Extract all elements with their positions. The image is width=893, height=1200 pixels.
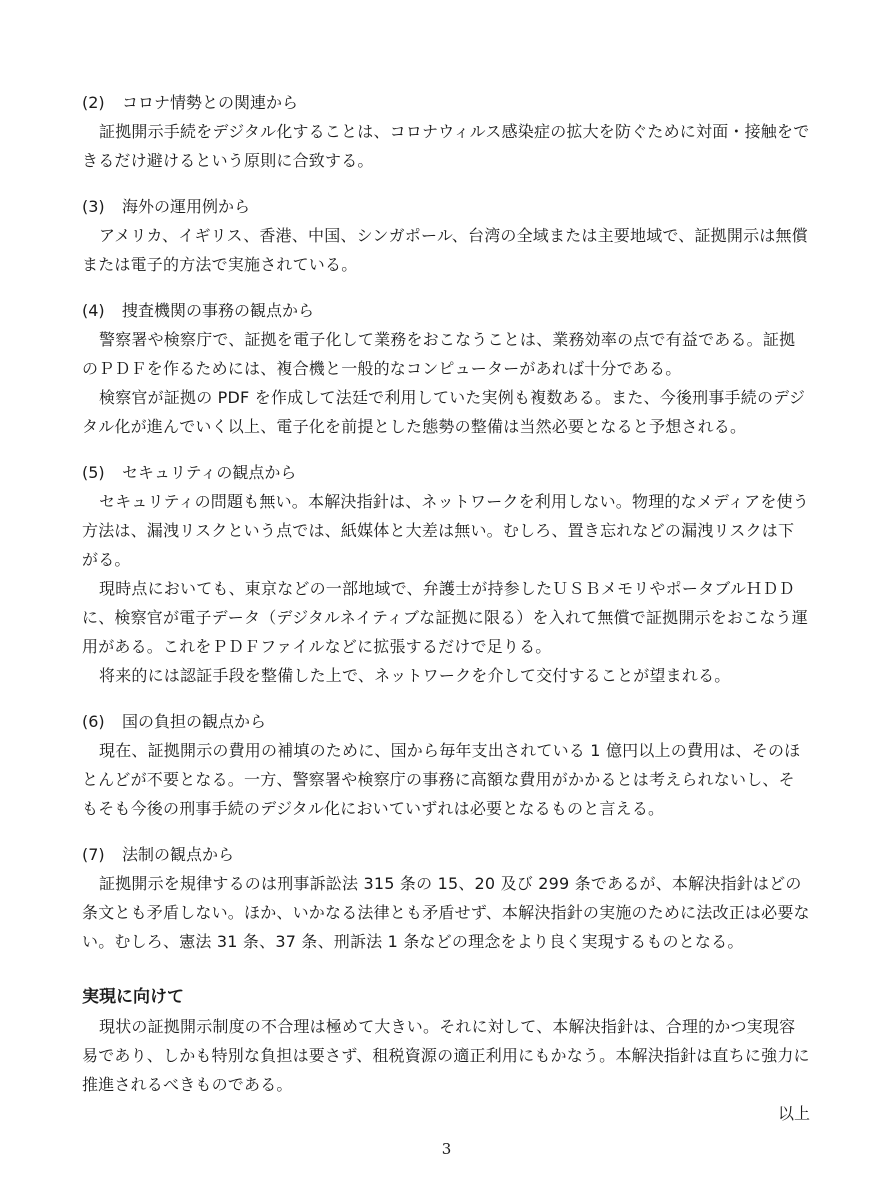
section-heading: [82, 192, 810, 221]
section-heading: [82, 840, 810, 869]
section-heading: [82, 88, 810, 117]
section-title: セキュリティの観点から: [122, 463, 297, 482]
section-number: (2): [82, 93, 105, 112]
section-number: (5): [82, 463, 105, 482]
section-number: (7): [82, 845, 105, 864]
conclusion-title: 実現に向けて: [82, 987, 184, 1007]
section-title: コロナ情勢との関連から: [122, 93, 299, 112]
section-title: 捜査機関の事務の観点から: [122, 301, 315, 320]
section-heading: [82, 707, 810, 736]
section-title: 国の負担の観点から: [122, 712, 267, 731]
section-title: 法制の観点から: [122, 845, 235, 864]
section-paragraph: 現時点においても、東京などの一部地域で、弁護士が持参したＵＳＢメモリやポータブルＨＤＤに、検察官が電子データ（デジタルネイティブな証拠に限る）を入れて無償で証拠開示をおこなう運用がある。これをＰＤＦファイルなどに拡張するだけで足りる。: [82, 579, 808, 656]
section-paragraph: 証拠開示手続をデジタル化することは、コロナウィルス感染症の拡大を防ぐために対面・接触をできるだけ避けるという原則に合致する。: [82, 122, 810, 170]
section-paragraph: 現在、証拠開示の費用の補填のために、国から毎年支出されている 1 億円以上の費用は、そのほとんどが不要となる。一方、警察署や検察庁の事務に高額な費用がかかるとは考えられないし、そもそも今後の刑事手続のデジタル化においていずれは必要となるものと言える。: [82, 741, 801, 818]
spacer: [82, 956, 810, 983]
section-paragraph: 検察官が証拠の PDF を作成して法廷で利用していた実例も複数ある。また、今後刑事手続のデジタル化が進んでいく以上、電子化を前提とした態勢の整備は当然必要となると予想される。: [82, 388, 806, 436]
section-paragraph: 証拠開示を規律するのは刑事訴訟法 315 条の 15、20 及び 299 条であるが、本解決指針はどの条文とも矛盾しない。ほか、いかなる法律とも矛盾せず、本解決指針の実施のために法改正は必要ない。むしろ、憲法 31 条、37 条、刑訴法 1 条などの理念をより良く実現するものとなる。: [82, 874, 810, 951]
page-number: 3: [441, 1140, 452, 1158]
section-paragraph: セキュリティの問題も無い。本解決指針は、ネットワークを利用しない。物理的なメディアを使う方法は、漏洩リスクという点では、紙媒体と大差は無い。むしろ、置き忘れなどの漏洩リスクは下がる。: [82, 492, 809, 569]
section-heading: [82, 296, 810, 325]
spacer: [82, 690, 810, 707]
section-paragraph: アメリカ、イギリス、香港、中国、シンガポール、台湾の全域または主要地域で、証拠開示は無償または電子的方法で実施されている。: [82, 226, 808, 274]
spacer: [82, 823, 810, 840]
section-number: (4): [82, 301, 105, 320]
spacer: [82, 441, 810, 458]
closing-mark: 以上: [777, 1104, 810, 1123]
section-number: (3): [82, 197, 105, 216]
section-title: 海外の運用例から: [122, 197, 251, 216]
spacer: [82, 279, 810, 296]
section-paragraph: 警察署や検察庁で、証拠を電子化して業務をおこなうことは、業務効率の点で有益である。証拠のＰＤＦを作るためには、複合機と一般的なコンピューターがあれば十分である。: [82, 330, 796, 378]
section-number: (6): [82, 712, 105, 731]
conclusion-paragraph: 現状の証拠開示制度の不合理は極めて大きい。それに対して、本解決指針は、合理的かつ実現容易であり、しかも特別な負担は要さず、租税資源の適正利用にもかなう。本解決指針は直ちに強力に推進されるべきものである。: [82, 1017, 810, 1094]
spacer: [82, 175, 810, 192]
document-body: [82, 88, 810, 1128]
section-heading: [82, 458, 810, 487]
section-paragraph: 将来的には認証手段を整備した上で、ネットワークを介して交付することが望まれる。: [99, 666, 731, 685]
